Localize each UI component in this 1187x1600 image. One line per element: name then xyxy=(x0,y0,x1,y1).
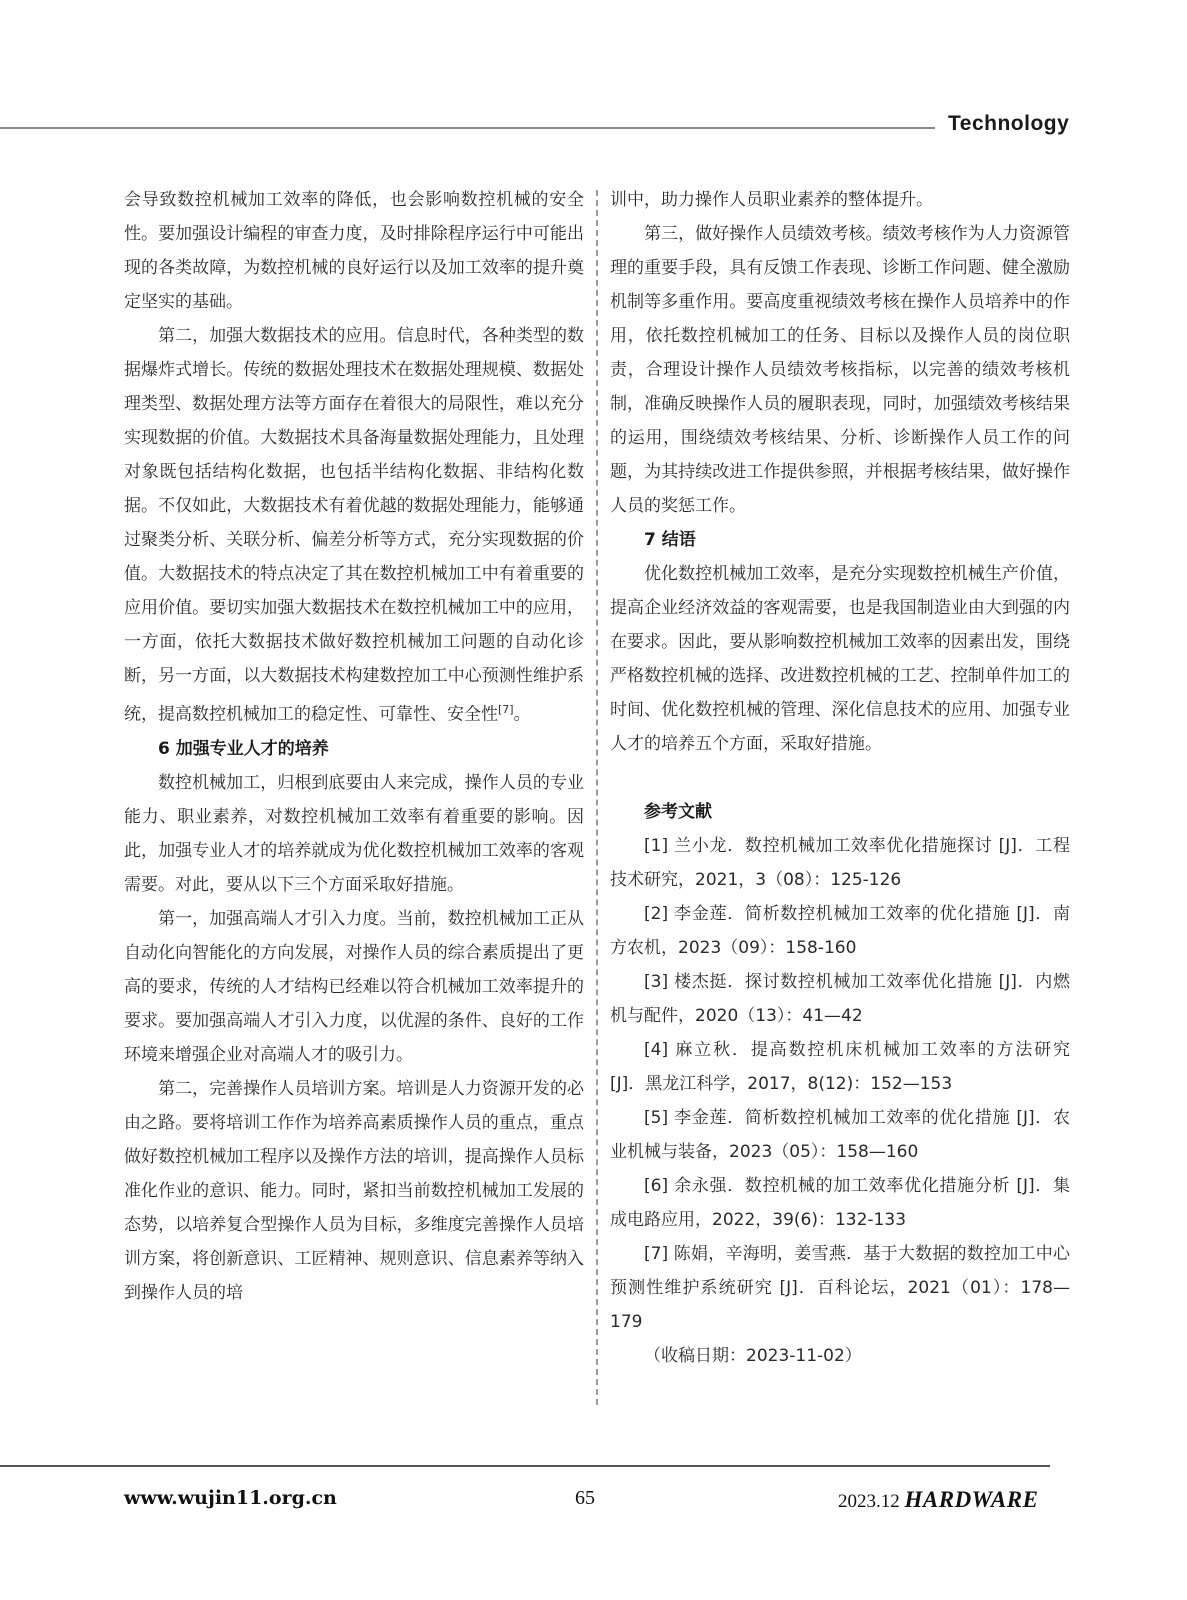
reference-item: [1] 兰小龙．数控机械加工效率优化措施探讨 [J]．工程技术研究，2021，3（08）：125-126 xyxy=(610,836,1070,890)
header-rule xyxy=(0,127,935,129)
paragraph: 第三，做好操作人员绩效考核。绩效考核作为人力资源管理的重要手段，具有反馈工作表现、诊断工作问题、健全激励机制等多重作用。要高度重视绩效考核在操作人员培养中的作用，依托数控机械加工的任务、目标以及操作人员的岗位职责，合理设计操作人员绩效考核指标，以完善的绩效考核机制，准确反映操作人员的履职表现，同时，加强绩效考核结果的运用，围绕绩效考核结果、分析、诊断操作人员工作的问题，为其持续改进工作提供参照，并根据考核结果，做好操作人员的奖惩工作。 xyxy=(610,224,1070,516)
reference-item: [4] 麻立秋．提高数控机床机械加工效率的方法研究 [J]．黑龙江科学，2017，8(12)：152—153 xyxy=(610,1040,1070,1094)
paragraph: 数控机械加工，归根到底要由人来完成，操作人员的专业能力、职业素养，对数控机械加工效率有着重要的影响。因此，加强专业人才的培养就成为优化数控机械加工效率的客观需要。对此，要从以下三个方面采取好措施。 xyxy=(124,772,584,895)
page-number: 65 xyxy=(575,1487,595,1509)
paragraph: 训中，助力操作人员职业素养的整体提升。 xyxy=(610,190,933,210)
footer-issue xyxy=(838,1487,1038,1513)
section-heading: 7 结语 xyxy=(644,530,696,550)
footer-url: www.wujin11.org.cn xyxy=(124,1487,337,1509)
paragraph: 第一，加强高端人才引入力度。当前，数控机械加工正从自动化向智能化的方向发展，对操作人员的综合素质提出了更高的要求，传统的人才结构已经难以符合机械加工效率提升的要求。要加强高端人才引入力度，以优渥的条件、良好的工作环境来增强企业对高端人才的吸引力。 xyxy=(124,908,584,1065)
reference-item: [3] 楼杰挺．探讨数控机械加工效率优化措施 [J]．内燃机与配件，2020（13）：41—42 xyxy=(610,972,1070,1026)
issue-date: 2023.12 xyxy=(838,1491,900,1512)
paragraph-text: 第二，加强大数据技术的应用。信息时代，各种类型的数据爆炸式增长。传统的数据处理技术在数据处理规模、数据处理类型、数据处理方法等方面存在着很大的局限性，难以充分实现数据的价值。大数据技术具备海量数据处理能力，且处理对象既包括结构化数据，也包括半结构化数据、非结构化数据。不仅如此，大数据技术有着优越的数据处理能力，能够通过聚类分析、关联分析、偏差分析等方式，充分实现数据的价值。大数据技术的特点决定了其在数控机械加工中有着重要的应用价值。要切实加强大数据技术在数控机械加工中的应用，一方面，依托大数据技术做好数控机械加工问题的自动化诊断，另一方面，以大数据技术构建数控加工中心预测性维护系统，提高数控机械加工的稳定性、可靠性、安全性 xyxy=(124,326,584,725)
paragraph: 优化数控机械加工效率，是充分实现数控机械生产价值，提高企业经济效益的客观需要，也是我国制造业由大到强的内在要求。因此，要从影响数控机械加工效率的因素出发，围绕严格数控机械的选择、改进数控机械的工艺、控制单件加工的时间、优化数控机械的管理、深化信息技术的应用、加强专业人才的培养五个方面，采取好措施。 xyxy=(610,564,1070,754)
paragraph: 第二，完善操作人员培训方案。培训是人力资源开发的必由之路。要将培训工作作为培养高素质操作人员的重点，重点做好数控机械加工程序以及操作方法的培训，提高操作人员标准化作业的意识、能力。同时，紧扣当前数控机械加工发展的态势，以培养复合型操作人员为目标，多维度完善操作人员培训方案，将创新意识、工匠精神、规则意识、信息素养等纳入到操作人员的培 xyxy=(124,1078,584,1303)
right-column xyxy=(610,183,1070,1373)
journal-brand: HARDWARE xyxy=(904,1487,1039,1512)
column-divider xyxy=(596,190,598,1405)
received-date: （收稿日期：2023-11-02） xyxy=(644,1346,862,1366)
reference-item: [5] 李金莲．简析数控机械加工效率的优化措施 [J]．农业机械与装备，2023（05）：158—160 xyxy=(610,1108,1070,1162)
reference-item: [2] 李金莲．简析数控机械加工效率的优化措施 [J]．南方农机，2023（09）：158-160 xyxy=(610,904,1070,958)
citation-mark: [7] xyxy=(498,703,514,716)
reference-item: [6] 余永强．数控机械的加工效率优化措施分析 [J]．集成电路应用，2022，39(6)：132-133 xyxy=(610,1176,1070,1230)
footer-rule xyxy=(0,1465,1050,1467)
paragraph: 会导致数控机械加工效率的降低，也会影响数控机械的安全性。要加强设计编程的审查力度，及时排除程序运行中可能出现的各类故障，为数控机械的良好运行以及加工效率的提升奠定坚实的基础。 xyxy=(124,190,584,312)
paragraph xyxy=(124,319,584,732)
section-heading: 6 加强专业人才的培养 xyxy=(158,738,329,759)
reference-item: [7] 陈娟，辛海明，姜雪燕．基于大数据的数控加工中心预测性维护系统研究 [J]．百科论坛，2021（01）：178—179 xyxy=(610,1244,1070,1332)
left-column xyxy=(124,183,584,1310)
section-title: Technology xyxy=(948,112,1070,135)
references-heading: 参考文献 xyxy=(644,802,712,822)
paragraph-end: 。 xyxy=(513,704,531,725)
